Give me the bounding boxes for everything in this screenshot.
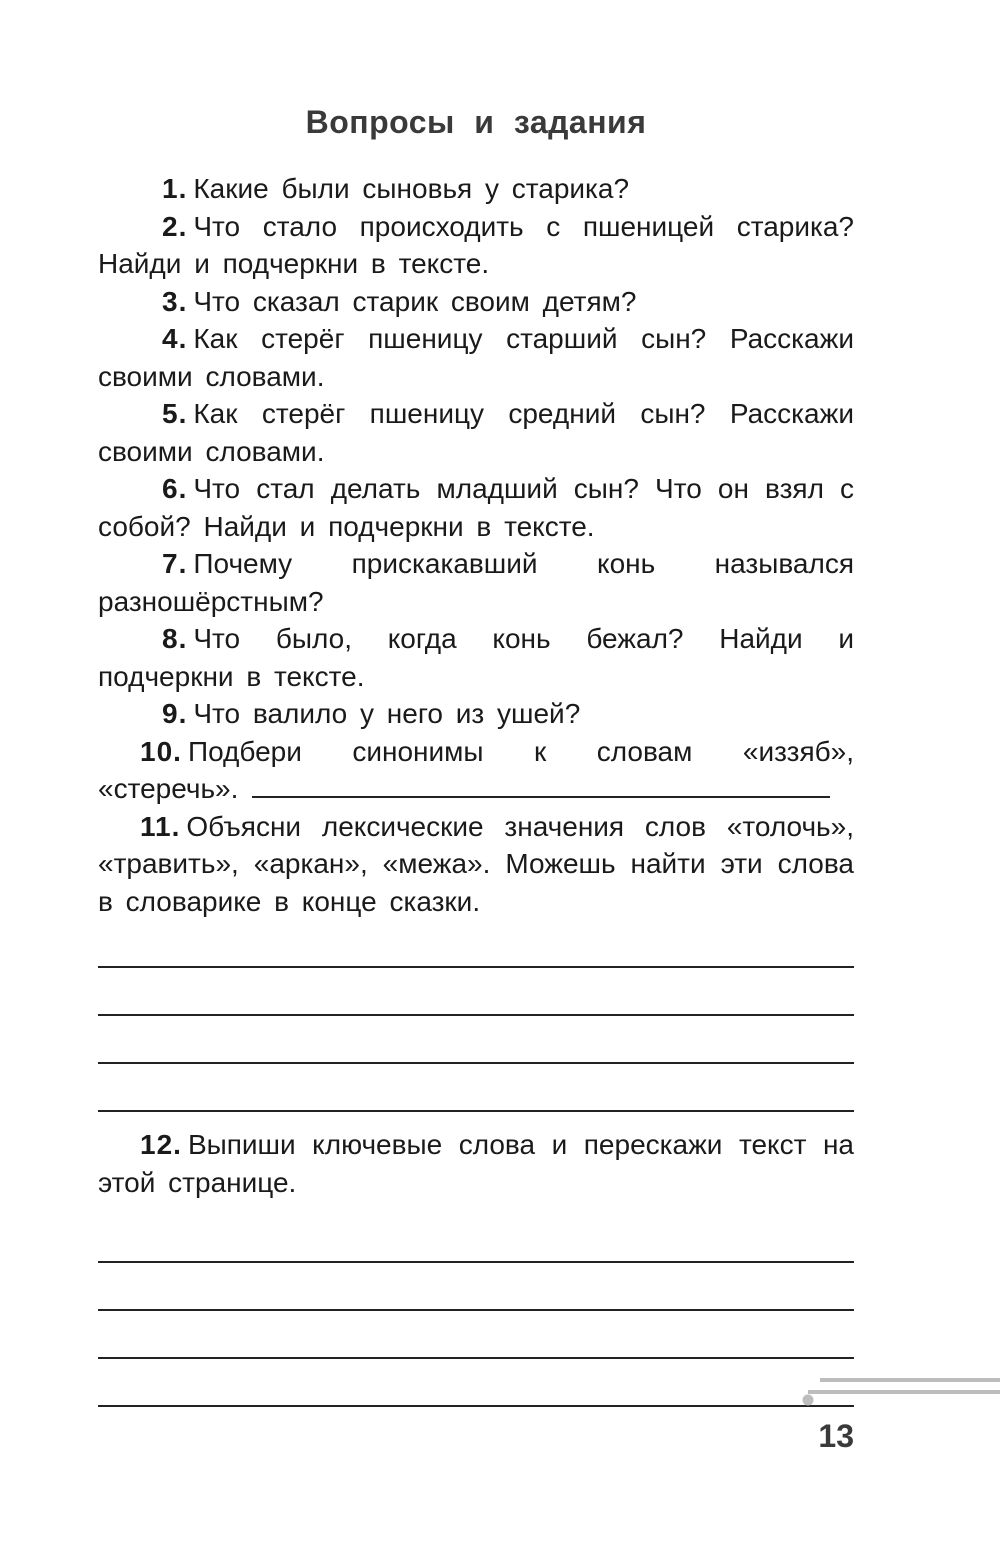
question-text: Как стерёг пшеницу средний сын? Расскажи своими словами. (98, 398, 854, 467)
answer-line[interactable] (98, 920, 854, 968)
question-8 (98, 620, 854, 695)
page-number: 13 (818, 1418, 854, 1454)
question-9 (98, 695, 854, 733)
answer-line[interactable] (98, 1215, 854, 1263)
question-number: 5. (162, 398, 188, 429)
question-text: Что было, когда конь бежал? Найди и подчеркни в тексте. (98, 623, 854, 692)
question-7 (98, 545, 854, 620)
question-number: 6. (162, 473, 188, 504)
answer-line[interactable] (98, 1263, 854, 1311)
question-10 (98, 733, 854, 808)
question-5 (98, 395, 854, 470)
question-number: 9. (162, 698, 188, 729)
question-text: Что валило у него из ушей? (193, 698, 581, 729)
answer-line-inline[interactable] (252, 771, 830, 798)
question-12 (98, 1126, 854, 1201)
answer-line[interactable] (98, 1359, 854, 1407)
page-title: Вопросы и задания (305, 104, 647, 140)
answer-lines-11 (98, 920, 854, 1112)
question-number: 4. (162, 323, 188, 354)
questions-list (98, 170, 854, 1407)
question-text: Почему прискакавший конь назывался разношёрстным? (98, 548, 854, 617)
question-text: Что сказал старик своим детям? (193, 285, 637, 317)
question-number: 12. (140, 1129, 182, 1160)
question-6 (98, 470, 854, 545)
question-text: Подбери синонимы к словам «иззяб», «стеречь». (98, 735, 854, 804)
question-3 (98, 283, 854, 321)
answer-line[interactable] (98, 968, 854, 1016)
question-2 (98, 208, 854, 283)
question-number: 3. (162, 285, 188, 317)
answer-line[interactable] (98, 1016, 854, 1064)
question-number: 1. (162, 173, 188, 204)
question-4 (98, 320, 854, 395)
decor-line-top (820, 1378, 1000, 1382)
question-1 (98, 170, 854, 208)
answer-line[interactable] (98, 1064, 854, 1112)
question-text: Какие были сыновья у старика? (193, 173, 630, 204)
answer-lines-12 (98, 1215, 854, 1407)
question-text: Как стерёг пшеницу старший сын? Расскажи своими словами. (98, 323, 854, 392)
page-corner-decoration (798, 1376, 1000, 1416)
question-number: 2. (162, 210, 188, 242)
decor-line-bottom (808, 1390, 1000, 1394)
question-text: Что стало происходить с пшеницей старика? Найди и подчеркни в тексте. (98, 210, 854, 279)
question-number: 11. (140, 810, 181, 842)
question-number: 10. (140, 735, 182, 767)
question-number: 8. (162, 623, 188, 654)
decor-dot (803, 1395, 814, 1406)
question-text: Выпиши ключевые слова и перескажи текст на этой странице. (98, 1129, 854, 1198)
question-text: Что стал делать младший сын? Что он взял с собой? Найди и подчеркни в тексте. (98, 473, 854, 542)
question-text: Объясни лексические значения слов «толочь», «травить», «аркан», «межа». Можешь найти эти слова в словарике в конце сказки. (98, 810, 854, 917)
answer-line[interactable] (98, 1311, 854, 1359)
question-number: 7. (162, 548, 188, 579)
question-11 (98, 808, 854, 921)
